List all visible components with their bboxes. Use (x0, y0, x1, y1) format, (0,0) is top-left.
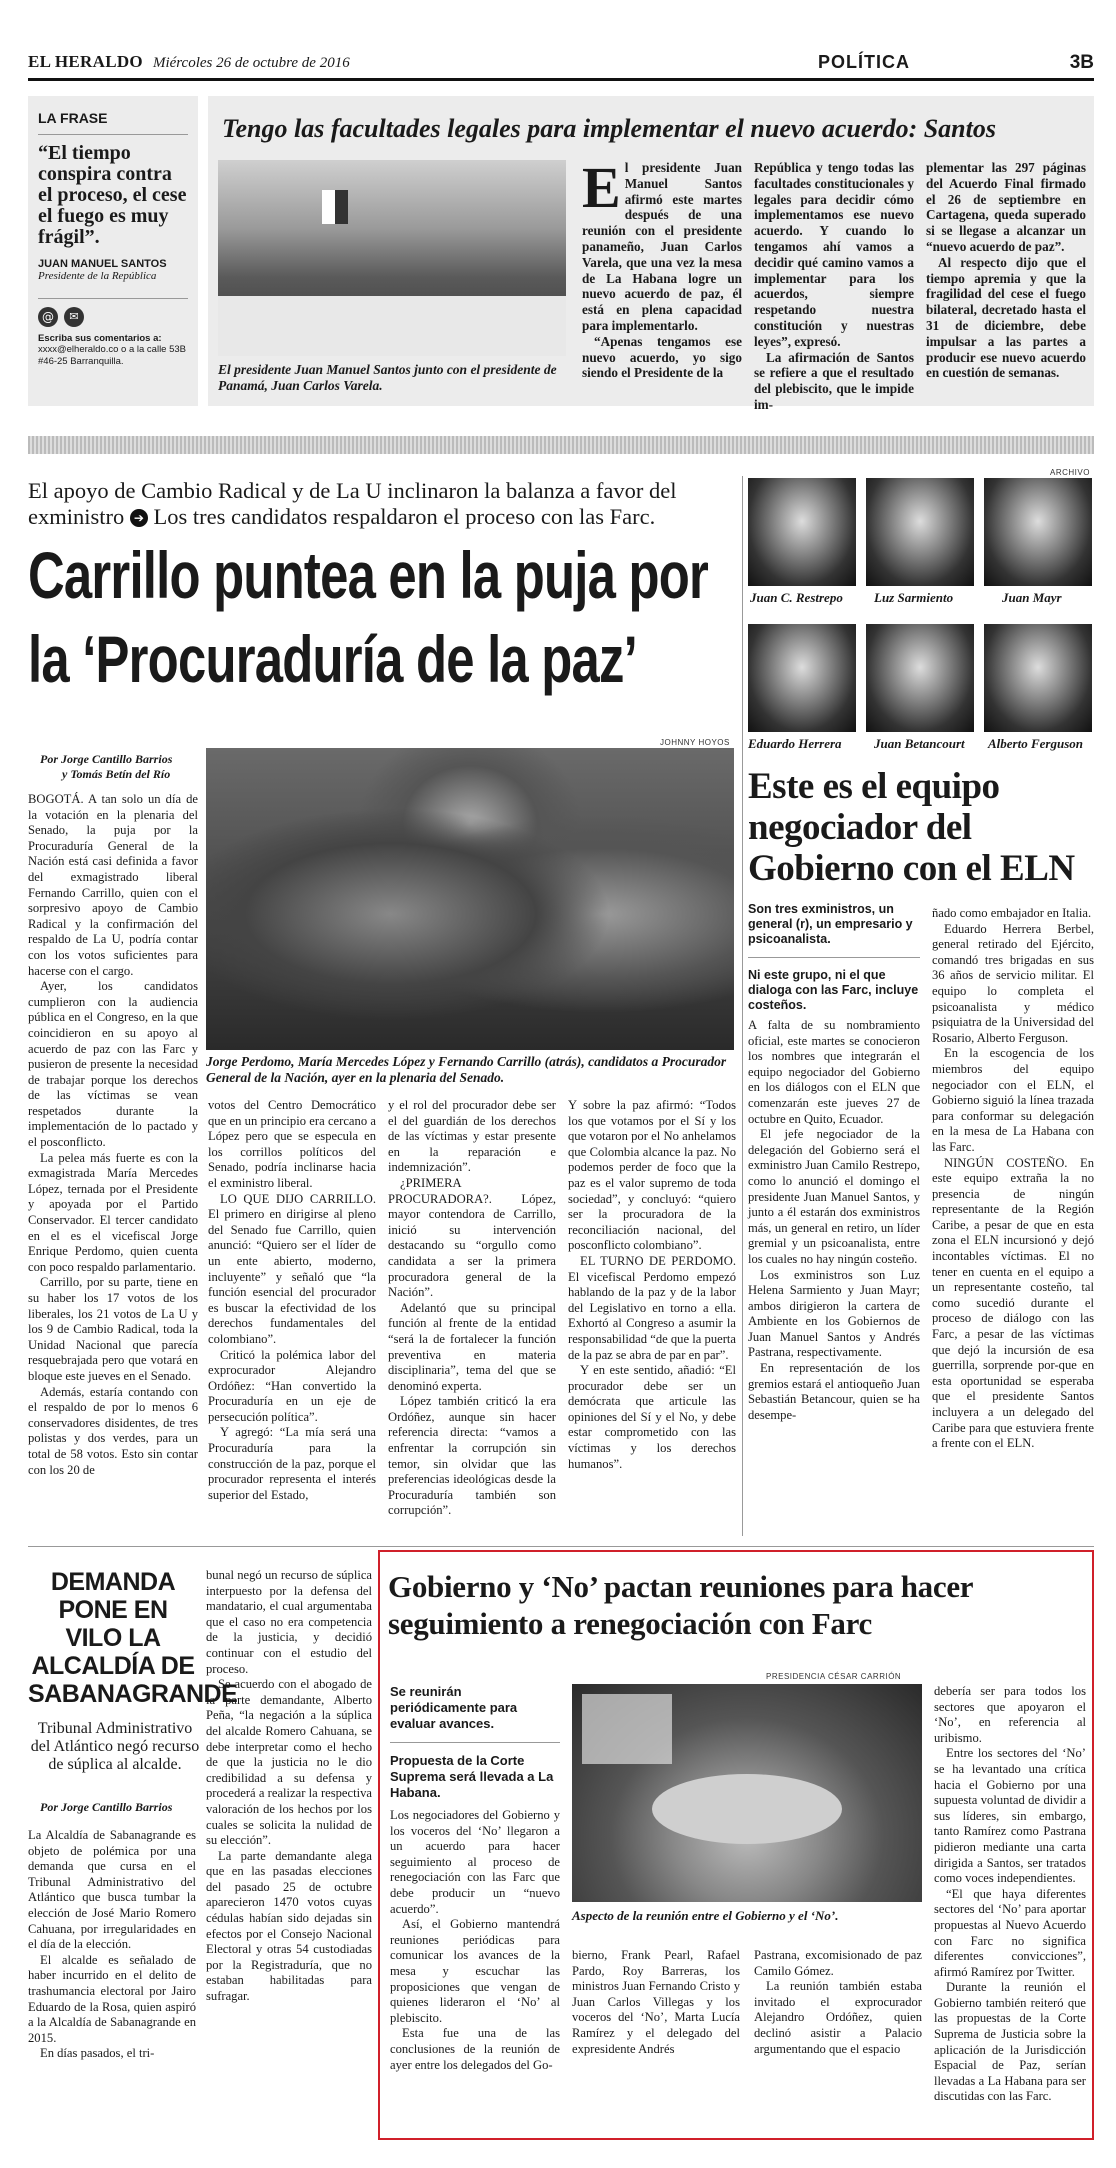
eln-col1-p3: Los exministros son Luz Helena Sarmiento y Juan Mayr; ambos dirigieron la cartera de Ambiente en los Gobiernos de Juan Manuel Santos y Andrés Pastrana, respectivamente. (748, 1267, 920, 1360)
main-col4-p2: EL TURNO DE PERDOMO. El vicefiscal Perdomo empezó hablando de la paz y de la labor del Legislativo en torno a ella. Exhortó al Congreso a asumir la responsabilidad “de que la puerta de la paz se abra de par en par”. (568, 1253, 736, 1362)
candidates-photo (206, 748, 734, 1050)
top-story-col1 (582, 155, 742, 381)
top-story-col2 (754, 160, 914, 413)
section-name: POLÍTICA (818, 52, 910, 72)
paper-name: EL HERALDO (28, 52, 143, 71)
main-col4-p1: Y sobre la paz afirmó: “Todos los que votamos por el Sí y los que votaron por el No anhelamos que Colombia alcance la paz. No podemos perder de foco que la paz es el valor supremo de toda sociedad”, y concluyó: “quiero ser la procuradora de la reconciliación nacional, del posconflicto colombiano”. (568, 1098, 736, 1253)
column-rule (742, 476, 743, 1536)
eln-lead-block (748, 902, 920, 1013)
no-col3-p1: Pastrana, excomisionado de paz Camilo Gómez. (754, 1948, 922, 1978)
archive-credit: ARCHIVO (1050, 468, 1090, 477)
byline-1: Por Jorge Cantillo Barrios (40, 752, 173, 766)
table-shape (218, 296, 566, 356)
no-col3 (754, 1948, 922, 2057)
frase-rule-2 (38, 298, 188, 299)
no-lead-block (390, 1684, 560, 1801)
headshot-grid (748, 478, 1094, 760)
main-col2-p2: LO QUE DIJO CARRILLO. El primero en dirigirse al pleno del Senado fue Carrillo, quien anunció: “Quiero ser el líder de un ente abierto, moderno, incluyente” y señaló que “la función esencial del procurador es buscar la efectividad de los derechos fundamentales del colombiano”. (208, 1191, 376, 1346)
dropcap-e: E (582, 155, 621, 220)
eln-col2-p2: Eduardo Herrera Berbel, general retirado del Ejército, comandó tres brigadas en sus 36 años de servicio militar. El equipo lo completa el psicoanalista y médico psiquiatra de la Universidad del Rosario, Alberto Ferguson. (932, 921, 1094, 1045)
no-col4-p4: Durante la reunión el Gobierno también reiteró que las propuestas de la Corte Suprema de Justicia sobre la aplicación de la Jurisdicción Espacial de Paz, serían llevadas a La Habana para ser discutidas con las Farc. (934, 1980, 1086, 2104)
demanda-col2-p3: La parte demandante alega que en las pasadas elecciones del pasado 25 de octubre aparecieron 1470 votos cuyas cédulas habían sido dejadas sin efectos por el Consejo Nacional Electoral y otras 54 custodiadas por la Registraduría, que no estaban habilitadas para sufragar. (206, 1848, 372, 2004)
main-headline-1: Carrillo puntea en la puja por (28, 538, 709, 612)
name-sarmiento: Luz Sarmiento (874, 590, 954, 605)
demanda-col2-p1: bunal negó un recurso de súplica interpuesto por la defensa del mandatario, el cual argumentaba que el caso no era competencia de la justicia, y decidió continuar con el estudio del proceso. (206, 1568, 372, 1676)
main-photo-caption: Jorge Perdomo, María Mercedes López y Fernando Carrillo (atrás), candidatos a Procurador General de la Nación, ayer en la plenaria del Senado. (206, 1054, 727, 1085)
demanda-col1-p2: El alcalde es señalado de haber incurrido en el delito de trashumancia electoral por Jairo Eduardo de la Rosa, quien aspiró a la Alcaldía de Sabanagrande en 2015. (28, 1952, 196, 2045)
no-col2 (572, 1948, 740, 2057)
main-col1-p3: La pelea más fuerte es con la exmagistrada María Mercedes López, ternada por el Presidente y apoyada por el Partido Conservador. El tercer candidato en el es el vicefiscal Jorge Enrique Perdomo, quien cuenta con poco respaldo parlamentario. (28, 1150, 198, 1274)
main-col2-p1: votos del Centro Democrático que en un principio era cercano a López pero que se especula en los corrillos políticos del Senado, podría inclinarse hacia el exministro liberal. (208, 1098, 376, 1190)
no-col4-p3: “El que haya diferentes sectores del ‘No’ para aportar propuestas al Nuevo Acuerdo con Farc no significa diferentes convicciones”, afirmó Ramírez por Twitter. (934, 1886, 1086, 1979)
no-col4-p2: Entre los sectores del ‘No’ se ha levantado una crítica hacia el Gobierno por una supuesta voluntad de dividir a sus líderes, sin embargo, tanto Ramírez como Pastrana pidieron mediante una carta dirigida a Santos, ser tratados como voces independientes. (934, 1746, 1086, 1886)
main-col3 (388, 1098, 556, 1519)
eln-col1-p2: El jefe negociador de la delegación del Gobierno será el exministro Juan Camilo Restrepo, como lo anunció el domingo el presidente Juan Manuel Santos, y junto a él estarán dos exministros más, un general en retiro, un líder gremial y un psicoanalista, entre los cuales no hay ningún costeño. (748, 1127, 920, 1266)
no-headline: Gobierno y ‘No’ pactan reuniones para hacer seguimiento a renegociación con Farc (388, 1569, 973, 1641)
mail-icon: ✉ (64, 307, 84, 327)
santos-photo (218, 160, 566, 356)
name-mayr: Juan Mayr (1002, 590, 1062, 605)
no-col4 (934, 1684, 1086, 2105)
eln-lead-rule (748, 957, 920, 958)
main-col3-p2: ¿PRIMERA PROCURADORA?. López, mayor contendora de Carrillo, inició su intervención destacando su “orgullo como candidata a ser la primera procuradora general de la Nación”. (388, 1175, 556, 1300)
eln-headline: Este es el equipo negociador del Gobierno con el ELN (748, 766, 1075, 889)
top-col2: República y tengo todas las facultades constitucionales y legales para decidir cómo implementamos ese nuevo acuerdo. Y cuando lo tengamos ahí vamos a decidir qué camino vamos a implementar para los acuerdos, siempre respetando nuestra constitución y nuestras leyes”, expresó. (754, 160, 914, 349)
meeting-photo (572, 1684, 922, 1902)
headshot-sarmiento (866, 478, 974, 586)
main-col1-p4: Carrillo, por su parte, tiene en su haber los 17 votos de los liberales, los 21 votos de La U y los 9 de Cambio Radical, toda la Unidad Nacional que parecía resquebrajada pero que votará en bloque este jueves en el Senado. (28, 1275, 198, 1383)
name-restrepo: Juan C. Restrepo (750, 590, 843, 605)
eln-col2-p1: ñado como embajador en Italia. (932, 906, 1092, 920)
name-ferguson: Alberto Ferguson (988, 736, 1083, 751)
eln-col2 (932, 906, 1094, 1452)
eln-col1-p1: A falta de su nombramiento oficial, este martes se conocieron los nombres que integrarán el equipo negociador del Gobierno en los diálogos con el ELN que comenzarán este jueves 27 de octubre en Quito, Ecuador. (748, 1018, 920, 1126)
masthead (28, 52, 1094, 74)
demanda-col1 (28, 1828, 196, 2062)
frase-rule (38, 134, 188, 135)
no-col3-p2: La reunión también estaba invitado el exprocurador Alejandro Ordóñez, quien declinó asistir a Palacio argumentando que el espacio (754, 1979, 922, 2056)
top-col1-text: l presidente Juan Manuel Santos afirmó este martes después de una reunión con el presidente panameño, Juan Carlos Varela, que una vez la mesa de La Habana logre un nuevo acuerdo de paz, él está en plena capacidad para implementarlo. (582, 160, 742, 333)
header-rule (28, 78, 1094, 81)
frase-quote: “El tiempo conspira contra el proceso, el cese el fuego es muy frágil”. (38, 142, 187, 248)
main-byline (40, 752, 200, 782)
no-col1 (390, 1808, 560, 2073)
no-col4-p1: debería ser para todos los sectores que apoyaron el ‘No’, en referencia al uribismo. (934, 1684, 1086, 1745)
main-col2 (208, 1098, 376, 1503)
flag-icon (322, 190, 348, 224)
byline-2: y Tomás Betín del Río (62, 767, 171, 781)
write-label: Escriba sus comentarios a: (38, 333, 162, 344)
eln-col2-p3: En la escogencia de los miembros del equipo negociador con el ELN, el Gobierno siguió la línea trazada para conformar su delegación en la mesa de La Habana con las Farc. (932, 1046, 1094, 1154)
kicker-text-2: Los tres candidatos respaldaron el proceso con las Farc. (153, 504, 656, 529)
main-col3-p1: y el rol del procurador debe ser el del guardián de los derechos de las víctimas y estar presente en la reparación e indemnización”. (388, 1098, 556, 1175)
no-col2-p1: bierno, Frank Pearl, Rafael Pardo, Roy Barreras, los ministros Juan Fernando Cristo y Juan Carlos Villegas y los voceros del ‘No’, Marta Lucía Ramírez y el delegado del expresidente Andrés (572, 1948, 740, 2056)
window-shape (582, 1694, 672, 1764)
top-col3b: Al respecto dijo que el tiempo apremia y que la fragilidad del cese el fuego bilateral, decretado hasta el 31 de diciembre, debe impulsar a las partes a producir ese nuevo acuerdo en cuestión de semanas. (926, 254, 1086, 381)
frase-label: LA FRASE (38, 110, 108, 126)
no-col1-p1: Los negociadores del Gobierno y los voceros del ‘No’ llegaron a un acuerdo para hacer seguimiento al proceso de renegociación con las Farc que debe producir un “nuevo acuerdo”. (390, 1808, 560, 1916)
no-lead-1: Se reunirán periódicamente para evaluar avances. (390, 1684, 518, 1731)
top-story-caption: El presidente Juan Manuel Santos junto con el presidente de Panamá, Juan Carlos Varela. (218, 362, 557, 393)
eln-lead-1: Son tres exministros, un general (r), un empresario y psicoanalista. (748, 902, 913, 946)
top-col1b: “Apenas tengamos ese nuevo acuerdo, yo sigo siendo el Presidente de la (582, 333, 742, 381)
no-lead-rule (390, 1742, 560, 1743)
main-col1-p1: BOGOTÁ. A tan solo un día de la votación en la plenaria del Senado, la puja por la Procuraduría General de la Nación está casi definida a favor del exmagistrado liberal Fernando Carrillo, quien con el sorpresivo apoyo de Cambio Radical y la confirmación del respaldo de La U, podría contar con los votos suficientes para hacerse con el cargo. (28, 792, 198, 978)
separator-band (28, 436, 1094, 454)
no-photo-caption: Aspecto de la reunión entre el Gobierno y el ‘No’. (572, 1908, 839, 1923)
contact-icons (38, 307, 188, 327)
eln-col2-p4: NINGÚN COSTEÑO. En este equipo extraña la no presencia de ningún representante de la Región Caribe, a pesar de que en esta zona el ELN incursionó y dejó incontables víctimas. El no tener en cuenta en el equipo a un representante costeño, tal como sucedió durante el proceso de diálogo con las Farc, a pesar de las víctimas que dejó la incursión de esa guerrilla, sorprende por-que en esta oportunidad se esperaba que el presidente Santos incluyera a un delegado del Caribe para que estuviera frente a frente con el ELN. (932, 1155, 1094, 1451)
eln-col1 (748, 1018, 920, 1423)
headshot-herrera (748, 624, 856, 732)
no-photo-credit: PRESIDENCIA CÉSAR CARRIÓN (766, 1672, 902, 1681)
demanda-byline: Por Jorge Cantillo Barrios (40, 1800, 173, 1814)
write-contact: xxxx@elheraldo.co o a la calle 53B #46-25 Barranquilla. (38, 344, 187, 367)
kicker-text: El apoyo de Cambio Radical y de La U inclinaron la balanza a favor del exministro (28, 478, 677, 529)
headshot-ferguson (984, 624, 1092, 732)
bottom-rule (28, 1546, 1094, 1547)
top-col3: plementar las 297 páginas del Acuerdo Final firmado el 26 de septiembre en Cartagena, queda superado si se llegase a alcanzar un “nuevo acuerdo de paz”. (926, 160, 1086, 254)
main-col2-p4: Y agregó: “La mía será una Procuraduría para la construcción de la paz, porque el procurador representa el interés superior del Estado, (208, 1425, 376, 1502)
demanda-headline: DEMANDA PONE EN VILO LA ALCALDÍA DE SABANAGRANDE (28, 1568, 238, 1708)
name-herrera: Eduardo Herrera (748, 736, 842, 751)
name-betancourt: Juan Betancourt (874, 736, 965, 751)
no-col1-p3: Esta fue una de las conclusiones de la reunión de ayer entre los delegados del Go- (390, 2026, 560, 2072)
headshot-betancourt (866, 624, 974, 732)
top-col2b: La afirmación de Santos se refiere a que el resultado del plebiscito, que le impide im- (754, 349, 914, 412)
at-icon: @ (38, 307, 58, 327)
eln-col1-p4: En representación de los gremios estará el antioqueño Juan Sebastián Betancour, quien se ha desempe- (748, 1361, 920, 1422)
main-col1 (28, 792, 198, 1478)
no-col1-p2: Así, el Gobierno mantendrá reuniones periódicas para comunicar los avances de la mesa y escuchar las proposiciones que vengan de quienes lideraron el ‘No’ al plebiscito. (390, 1917, 560, 2025)
main-col1-p2: Ayer, los candidatos cumplieron con la audiencia pública en el Congreso, en la que coincidieron en su apoyo al acuerdo de paz con las Farc y pusieron de presente la necesidad de trabajar porque los derechos de las víctimas se vean respetados durante la implementación de lo pactado y el posconflicto. (28, 979, 198, 1150)
frase-role: Presidente de la República (38, 270, 157, 282)
main-col3-p3: Adelantó que su principal función al frente de la entidad “será la de fortalecer la función preventiva en materia disciplinaria”, tema del que se denominó experta. (388, 1300, 556, 1393)
eln-lead-2: Ni este grupo, ni el que dialoga con las Farc, incluye costeños. (748, 968, 919, 1012)
page-number: 3B (1069, 52, 1094, 73)
demanda-col2 (206, 1568, 372, 2005)
main-col2-p3: Criticó la polémica labor del exprocurador Alejandro Ordóñez: “Han convertido la Procuraduría en un eje de persecución política”. (208, 1347, 376, 1424)
demanda-col1-p1: La Alcaldía de Sabanagrande es objeto de polémica por una demanda que cursa en el Tribunal Administrativo del Atlántico que busca tumbar la elección de José Mario Romero Cahuana, por irregularidades en el día de la elección. (28, 1828, 196, 1952)
main-col3-p4: López también criticó la era Ordóñez, aunque sin hacer referencia directa: “vamos a enfrentar la corrupción sin temor, sin olvidar que las preferencias ideológicas desde la Procuraduría también son corrupción”. (388, 1394, 556, 1518)
arrow-right-icon: ➔ (130, 509, 148, 527)
demanda-deck: Tribunal Administrativo del Atlántico negó recurso de súplica al alcalde. (30, 1720, 200, 1773)
main-kicker (28, 478, 728, 530)
top-story-col3 (926, 160, 1086, 381)
demanda-col1-p3: En días pasados, el tri- (40, 2046, 155, 2061)
main-col4-p3: Y en este sentido, añadió: “El procurador debe ser un demócrata que articule las opiniones del Sí y el No, y debe estar comprometido con las víctimas y los derechos humanos”. (568, 1363, 736, 1471)
headshot-restrepo (748, 478, 856, 586)
conference-table (652, 1774, 842, 1844)
frase-box (28, 96, 198, 406)
demanda-col2-p2: Se acuerdo con el abogado de la parte demandante, Alberto Peña, “la negación a la súplica del alcalde Romero Cahuana, se debe interpretar como el hecho de que la justicia no le dio credibilidad a su defensa y procederá a realizar la respectiva valoración de los hechos por los cuales se solicita la nulidad de su elección”. (206, 1677, 372, 1848)
frase-author: JUAN MANUEL SANTOS (38, 258, 167, 270)
issue-date: Miércoles 26 de octubre de 2016 (152, 55, 350, 71)
top-story-headline: Tengo las facultades legales para implementar el nuevo acuerdo: Santos (222, 114, 996, 143)
main-col1-p5: Además, estaría contando con el respaldo de por lo menos 6 conservadores disidentes, de tres polistas y dos verdes, para un total de 58 votos. Esto sin contar con los 20 de (28, 1384, 198, 1477)
main-col4 (568, 1098, 736, 1472)
no-lead-2: Propuesta de la Corte Suprema será llevada a La Habana. (390, 1753, 554, 1800)
main-headline-2: la ‘Procuraduría de la paz’ (28, 622, 638, 696)
main-photo-credit: JOHNNY HOYOS (660, 738, 730, 747)
headshot-mayr (984, 478, 1092, 586)
